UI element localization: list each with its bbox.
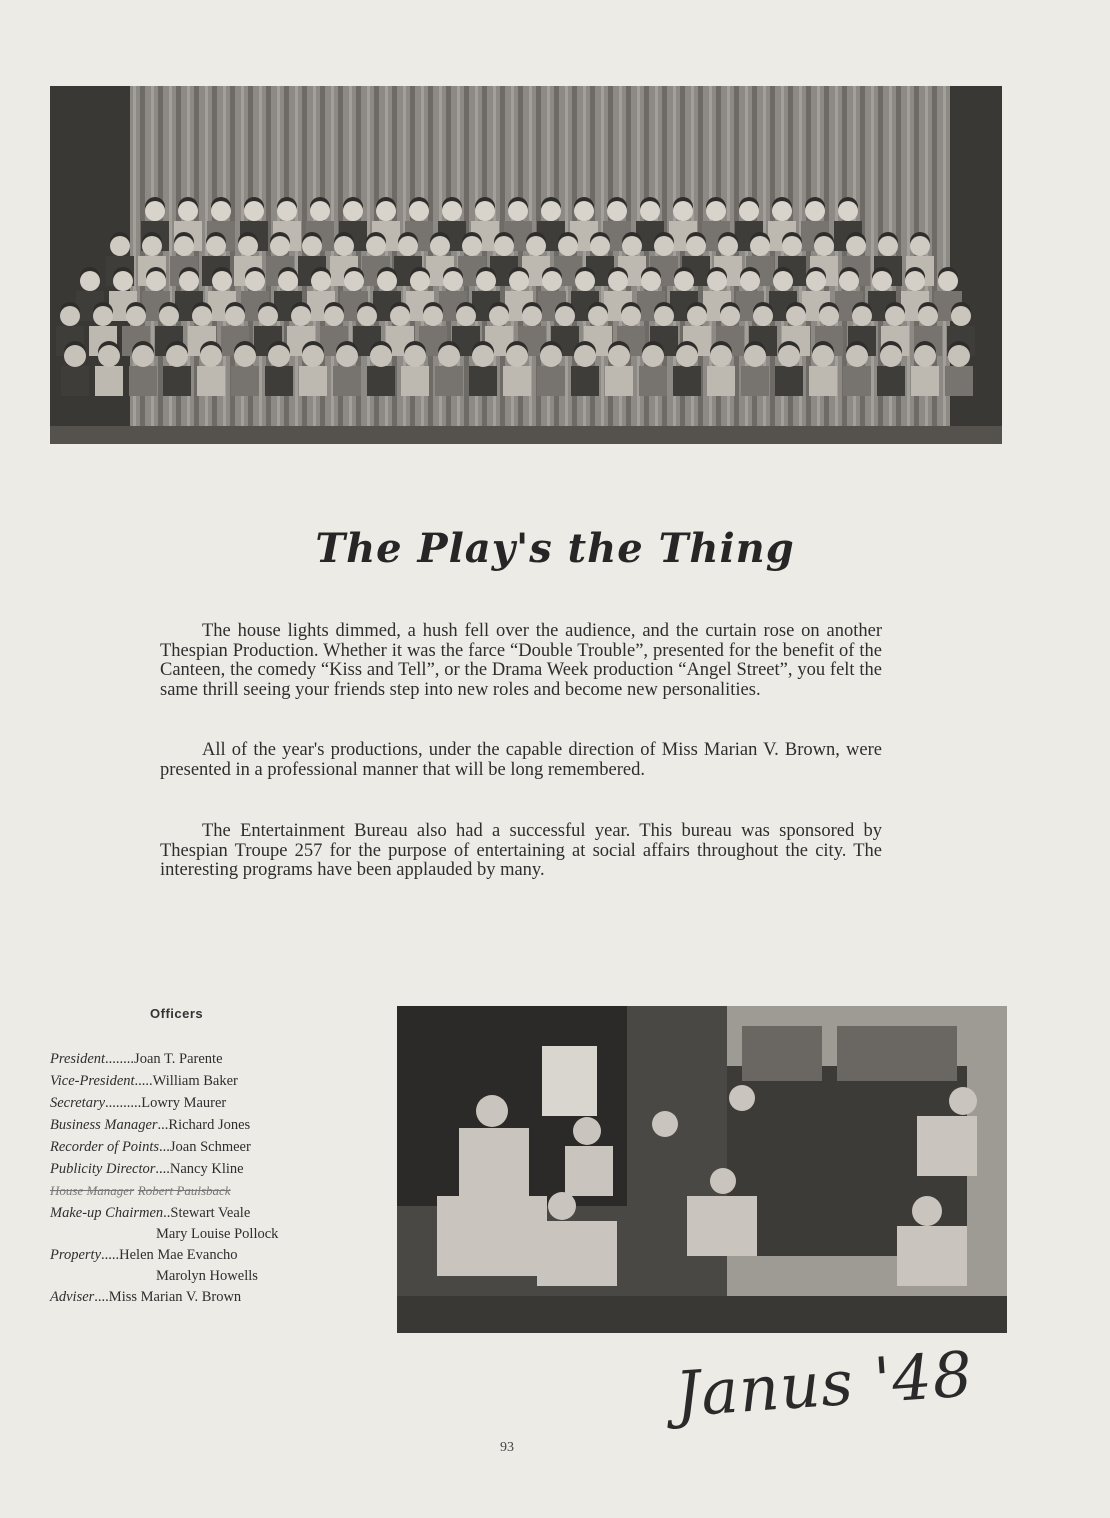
article-title: The Play's the Thing bbox=[315, 525, 795, 572]
page-number: 93 bbox=[500, 1440, 514, 1455]
makeup-photo bbox=[397, 1006, 1007, 1333]
officers-list bbox=[50, 1048, 320, 1308]
paragraph-1: The house lights dimmed, a hush fell over the audience, and the curtain rose on another Thespian Production. Whether it was the farce “Double Trouble”, presented for the benefit of the Canteen, the comedy “Kiss and Tell”, or the Drama Week production “Angel Street”, you felt the same thrill seeing your friends step into new roles and become new personalities. bbox=[160, 621, 882, 700]
makeup-photo-icon bbox=[397, 1006, 1007, 1333]
officer-row: Make-up Chairmen..Stewart Veale Mary Louise Pollock bbox=[50, 1205, 279, 1242]
officer-row: Recorder of Points...Joan Schmeer bbox=[50, 1139, 251, 1155]
officer-row: Publicity Director....Nancy Kline bbox=[50, 1161, 244, 1177]
group-photo bbox=[50, 86, 1002, 444]
group-photo-icon bbox=[50, 86, 1002, 444]
officers-heading: Officers bbox=[150, 1006, 204, 1021]
janus-signature: Janus '48 bbox=[672, 1337, 976, 1431]
officer-row: Secretary..........Lowry Maurer bbox=[50, 1095, 227, 1111]
officer-row-struck: House Manager Robert Paulsback bbox=[50, 1183, 231, 1198]
officer-row: Adviser....Miss Marian V. Brown bbox=[50, 1289, 242, 1305]
paragraph-2: All of the year's productions, under the capable direction of Miss Marian V. Brown, were presented in a professional manner that will be long remembered. bbox=[160, 740, 882, 780]
officer-row: Vice-President.....William Baker bbox=[50, 1073, 238, 1089]
paragraph-3: The Entertainment Bureau also had a successful year. This bureau was sponsored by Thespian Troupe 257 for the purpose of entertaining at social affairs throughout the city. The interesting programs have been applauded by many. bbox=[160, 821, 882, 880]
officer-row: President........Joan T. Parente bbox=[50, 1051, 223, 1067]
officer-row: Property.....Helen Mae Evancho Marolyn Howells bbox=[50, 1247, 258, 1284]
officer-row: Business Manager...Richard Jones bbox=[50, 1117, 251, 1133]
